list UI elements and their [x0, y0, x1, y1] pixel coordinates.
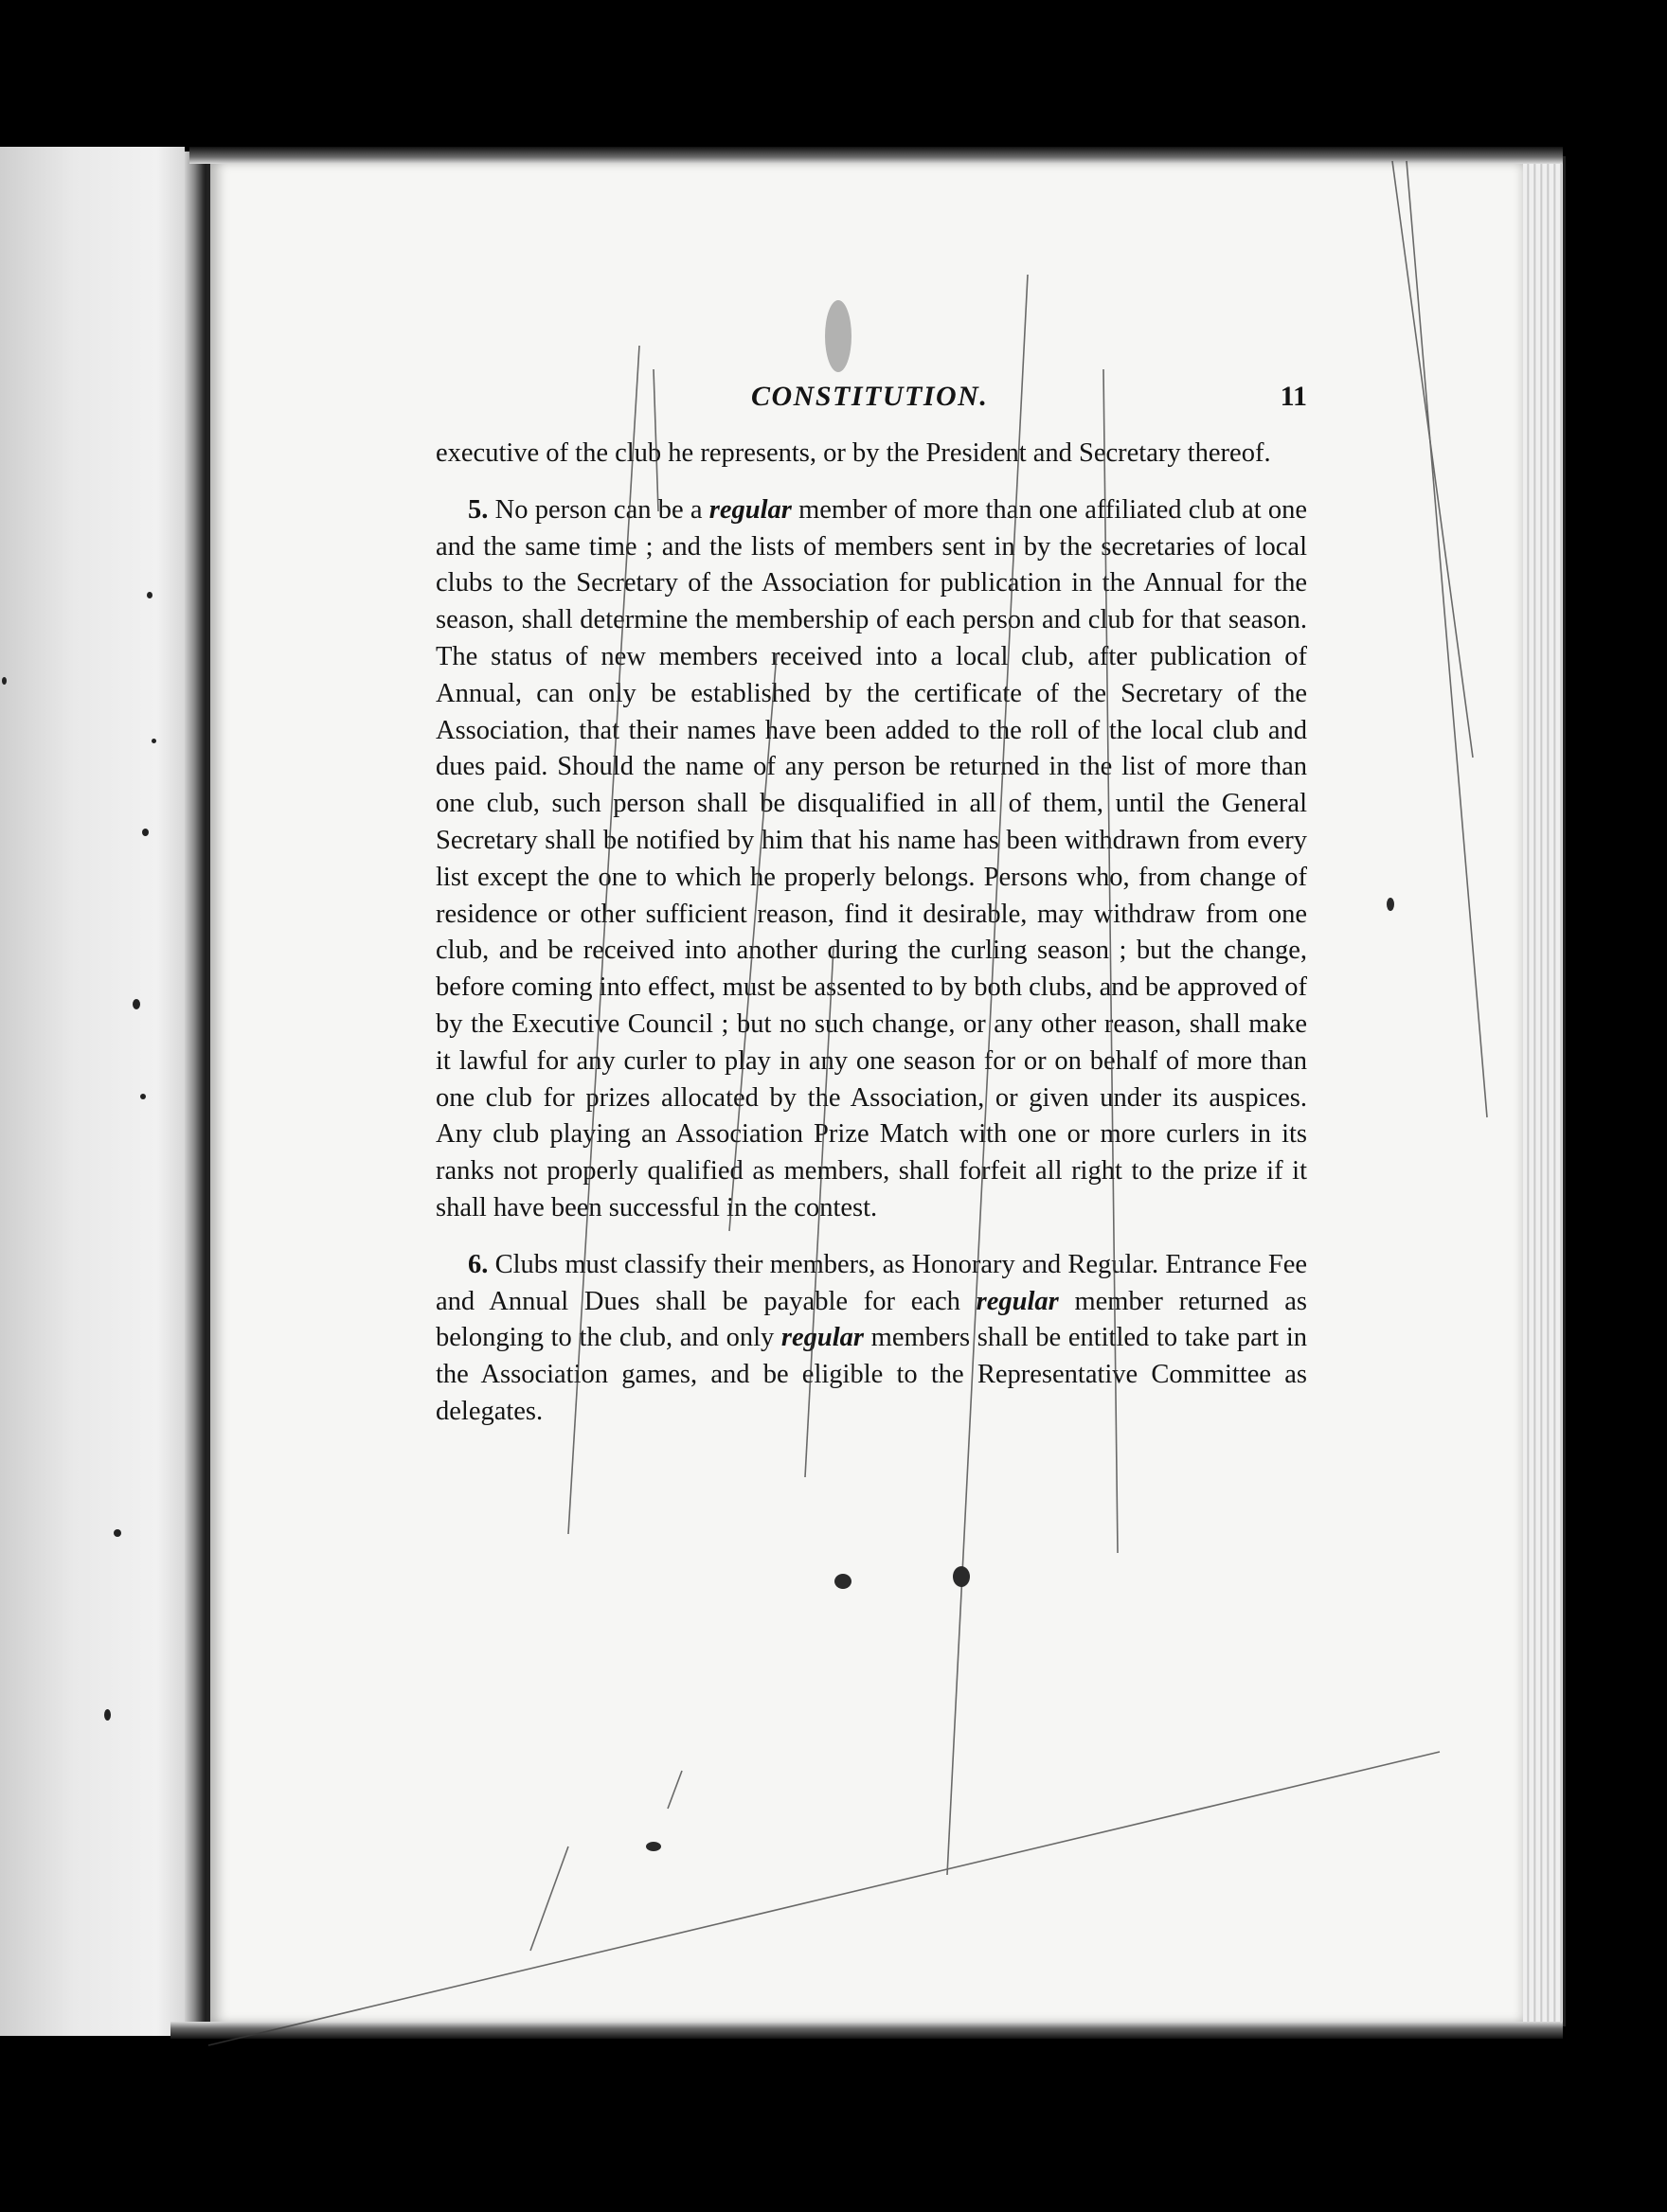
- paragraph-section-5: [436, 492, 1307, 1227]
- emphasis: regular: [976, 1286, 1059, 1316]
- margin-speck: [133, 999, 140, 1009]
- top-frame: [189, 147, 1563, 164]
- book-binding: [185, 152, 208, 2031]
- running-header: [436, 379, 1307, 426]
- margin-speck: [152, 739, 156, 743]
- margin-speck: [2, 677, 7, 685]
- paragraph-continuation: [436, 436, 1307, 473]
- paragraph-section-6: [436, 1247, 1307, 1431]
- section-number: 6.: [468, 1249, 489, 1279]
- margin-speck: [104, 1709, 111, 1721]
- paragraph-text: member of more than one affiliated club at one and the same time ; and the lists of members sent in by the secretaries of local clubs to the Secretary of the Association for publication in the Annual for the season, shall determine the membership of each person and club for that season. The status of new members received into a local club, after publication of Annual, can only be established by the certificate of the Secretary of the Association, that their names have been added to the roll of the local club and dues paid. Should the name of any person be returned in the list of more than one club, such person shall be disqualified in all of them, until the General Secretary shall be notified by him that his name has been withdrawn from every list except the one to which he properly belongs. Persons who, from change of residence or other sufficient reason, find it desirable, may withdraw from one club, and be received into another during the curling season ; but the change, before coming into effect, must be assented to by both clubs, and be approved of by the Executive Council ; but no such change, or any other reason, shall make it lawful for any curler to play in any one season for or on behalf of more than one club for prizes allocated by the Association, or given under its auspices. Any club playing an Association Prize Match with one or more curlers in its ranks not properly qualified as members, shall forfeit all right to the prize if it shall have been successful in the contest.: [436, 494, 1308, 1222]
- section-number: 5.: [468, 494, 489, 525]
- margin-speck: [142, 829, 149, 836]
- paragraph-text: member returned as belonging to the club, and only: [436, 1286, 1308, 1353]
- margin-speck: [140, 1094, 146, 1099]
- bottom-frame: [170, 2022, 1563, 2039]
- emphasis: regular: [708, 494, 792, 525]
- margin-speck: [114, 1529, 121, 1537]
- running-title: CONSTITUTION.: [751, 381, 989, 412]
- paragraph-text: executive of the club he represents, or by the President and Secretary thereof.: [436, 438, 1271, 468]
- paragraph-text: members shall be entitled to take part in the Association games, and be eligible to the Representative Committee as delegates.: [436, 1323, 1308, 1426]
- emphasis: regular: [780, 1323, 865, 1353]
- margin-speck: [147, 592, 152, 598]
- page-text: [436, 379, 1307, 1431]
- facing-page: [0, 147, 185, 2036]
- page-edges: [1523, 156, 1566, 2026]
- paragraph-text: No person can be a: [494, 494, 703, 525]
- page-number: 11: [1280, 381, 1307, 412]
- paragraph-text: Clubs must classify their members, as Honorary and Regular. Entrance Fee and Annual Dues shall be payable for each: [436, 1249, 1307, 1316]
